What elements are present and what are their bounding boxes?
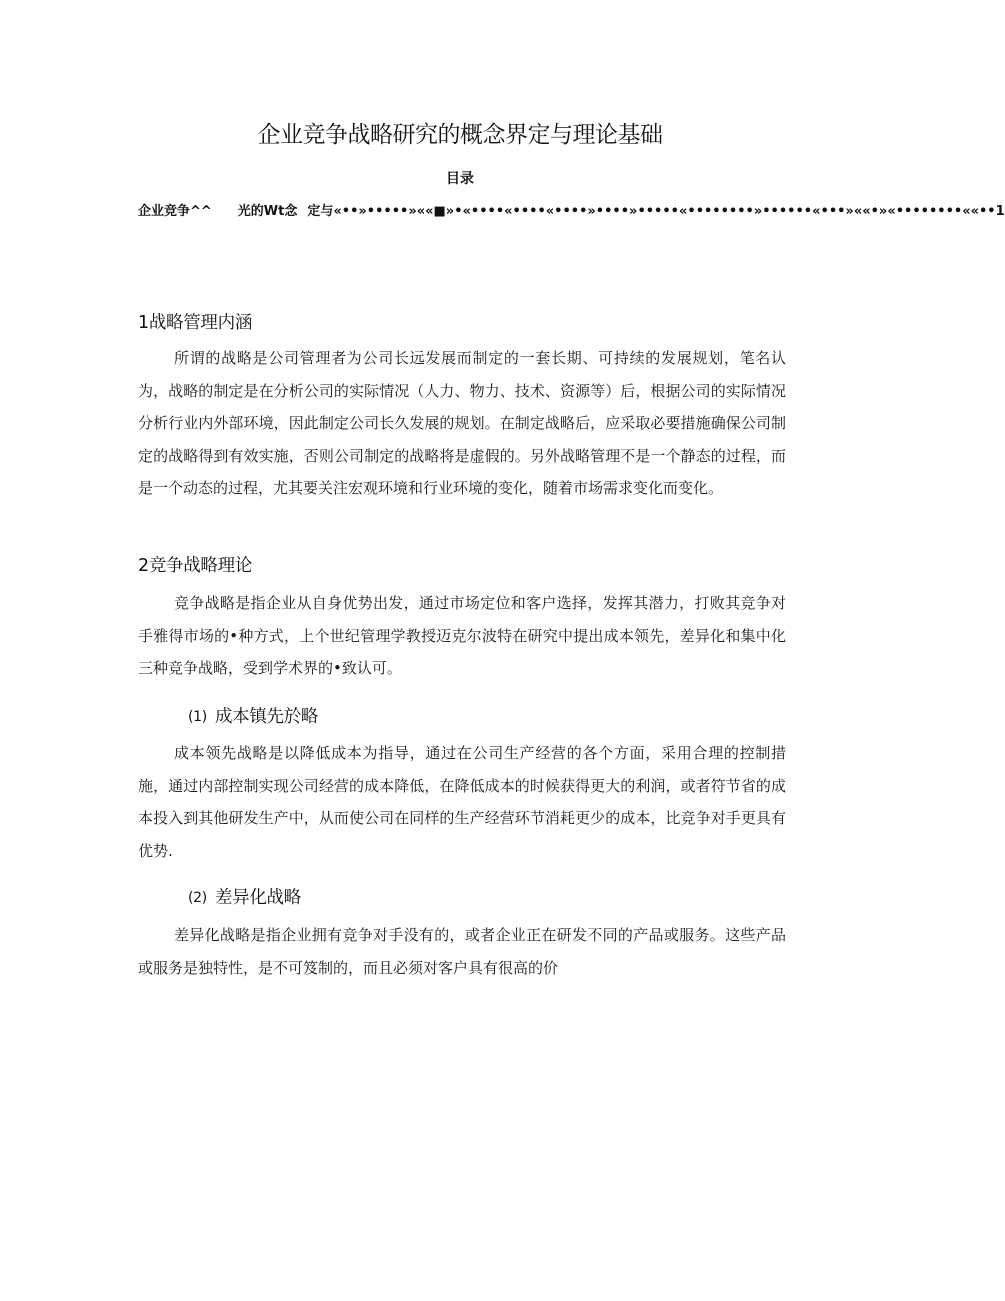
toc-entry-text-3: 定与«••»•••••»««■»•«••••«••••«••••»••••»•••••«••••••••»••••••«•••»««•»«••••••••««••1 — [307, 204, 1005, 219]
subsection-heading-differentiation — [188, 884, 301, 909]
subsection-paragraph-differentiation: 差异化战略是指企业拥有竞争对手没有的，或者企业正在研发不同的产品或服务。这些产品或服务是独特性，是不可笈制的，而且必须对客户具有很高的价 — [138, 926, 786, 977]
subsection-title: 成本镇先於略 — [214, 707, 319, 727]
subsection-number: (2) — [188, 890, 207, 906]
section-heading-competitive-strategy: 2竞争战略理论 — [138, 556, 253, 576]
section-heading-strategy-management: 1战略管理内涵 — [138, 313, 253, 333]
toc-entry-text-2: 光的Wt念 — [237, 204, 298, 219]
subsection-number: (1) — [188, 709, 207, 725]
subsection-heading-cost-leadership — [188, 703, 318, 728]
section-paragraph-competitive-strategy: 竞争战略是指企业从自身优势出发，通过市场定位和客户选择，发挥其潜力，打败其竞争对手雅得市场的•种方式，上个世纪管理学教授迈克尔波特在研究中提出成本领先，差异化和集中化三种竞争战略，受到学术界的•致认可。 — [138, 594, 786, 677]
toc-heading: 目录 — [446, 171, 474, 187]
document-title: 企业竞争战略研究的概念界定与理论基础 — [257, 122, 663, 148]
subsection-title: 差异化战略 — [214, 888, 301, 908]
toc-entry-text-1: 企业竞争^^ — [138, 204, 212, 219]
section-paragraph-strategy-management: 所谓的战略是公司管理者为公司长远发展而制定的一套长期、可持续的发展规划，笔名认为，战略的制定是在分析公司的实际情况（人力、物力、技术、资源等）后，根据公司的实际情况分析行业内外部环境，因此制定公司长久发展的规划。在制定战略后，应采取必要措施确保公司制定的战略得到有效实施，否则公司制定的战略将是虚假的。另外战略管理不是一个静态的过程，而是一个动态的过程，尤其要关注宏观环境和行业环境的变化，随着市场需求变化而变化。 — [138, 349, 786, 497]
subsection-paragraph-cost-leadership: 成本领先战略是以降低成本为指导，通过在公司生产经营的各个方面，采用合理的控制措施，通过内部控制实现公司经营的成本降低，在降低成本的时候获得更大的利润，或者符节省的成本投入到其他研发生产中，从而使公司在同样的生产经营环节消耗更少的成本，比竞争对手更具有优势. — [138, 744, 786, 860]
toc-entry[interactable] — [138, 200, 1005, 219]
